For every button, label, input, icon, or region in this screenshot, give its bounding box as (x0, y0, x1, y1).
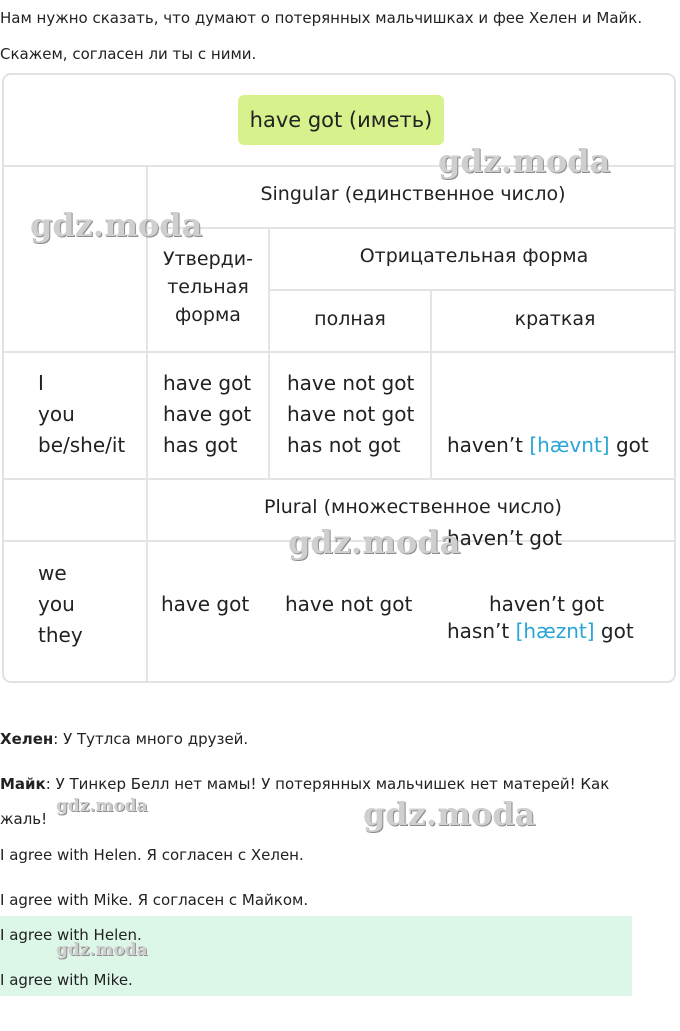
answer-line-1: I agree with Helen. (0, 926, 142, 944)
affirmative-header: Утверди- тельная форма (163, 248, 253, 326)
watermark: gdz.moda (438, 142, 611, 180)
mike-line-continued: жаль! (0, 810, 48, 828)
watermark: gdz.moda (30, 206, 203, 244)
short-form-header: краткая (514, 308, 596, 330)
watermark: gdz.moda (288, 523, 461, 561)
short-form-line: haven’t [hævnt] got (447, 433, 649, 457)
watermark: gdz.moda (56, 940, 148, 960)
transcription: [hæznt] (515, 619, 595, 643)
speaker-name: Майк (0, 775, 46, 793)
full-form-header: полная (314, 308, 386, 330)
negative-header: Отрицательная форма (359, 245, 589, 267)
answer-line-2: I agree with Mike. (0, 971, 133, 989)
table-title: have got (иметь) (238, 95, 444, 145)
plural-header: Plural (множественное число) (264, 496, 562, 518)
singular-affirmative: have got have got has got (163, 371, 252, 457)
transcription: [hævnt] (529, 433, 610, 457)
plural-affirmative: have got (161, 592, 250, 616)
agree-mike-translation: I agree with Mike. Я согласен с Майком. (0, 891, 309, 909)
plural-negative-short: haven’t got (489, 592, 605, 616)
singular-negative-short (447, 368, 649, 683)
watermark: gdz.moda (363, 795, 536, 833)
plural-pronouns: we you they (38, 561, 83, 647)
singular-header: Singular (единственное число) (260, 183, 566, 205)
mike-line: Майк: У Тинкер Белл нет мамы! У потерянных мальчишек нет матерей! Как (0, 775, 610, 793)
helen-line: Хелен: У Тутлса много друзей. (0, 730, 249, 748)
singular-pronouns: I you be/she/it (38, 371, 126, 457)
intro-line-1: Нам нужно сказать, что думают о потерянных мальчишках и фее Хелен и Майк. (0, 9, 643, 27)
speaker-name: Хелен (0, 730, 54, 748)
intro-line-2: Скажем, согласен ли ты с ними. (0, 45, 257, 63)
short-form-line: haven’t got (447, 526, 563, 550)
watermark: gdz.moda (56, 796, 148, 816)
short-form-line: hasn’t [hæznt] got (447, 619, 634, 643)
singular-negative-full: have not got have not got has not got (287, 371, 415, 457)
plural-negative-full: have not got (285, 592, 413, 616)
agree-helen-translation: I agree with Helen. Я согласен с Хелен. (0, 846, 304, 864)
